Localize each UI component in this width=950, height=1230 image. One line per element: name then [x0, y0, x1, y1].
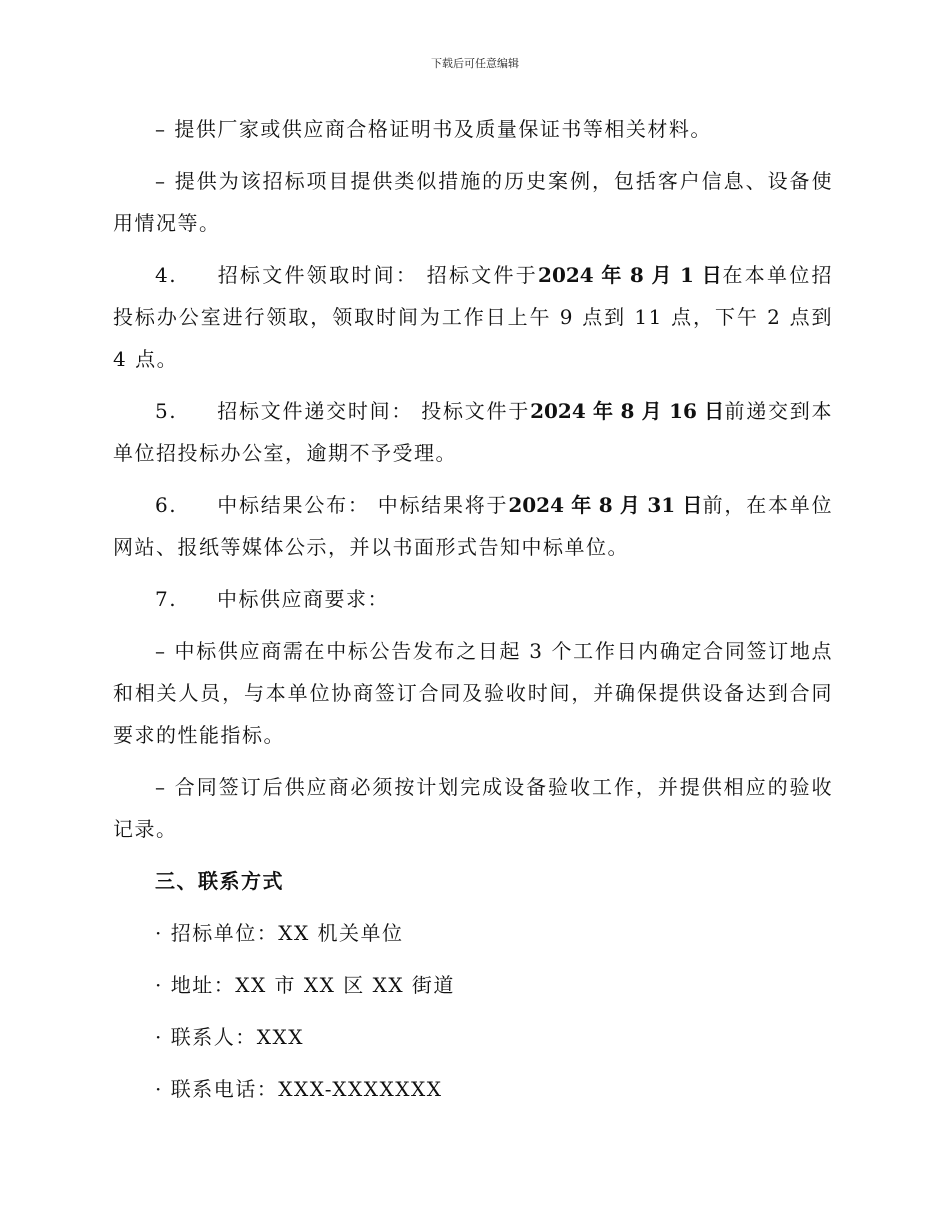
document-body	[113, 108, 833, 1110]
item-lead: 招标文件领取时间： 招标文件于	[217, 263, 539, 287]
item-number: 6.	[155, 493, 178, 517]
item-date: 2024 年 8 月 16 日	[530, 399, 725, 423]
item-7-winning-supplier-requirements	[113, 578, 833, 620]
paragraph-history-cases: – 提供为该招标项目提供类似措施的历史案例，包括客户信息、设备使用情况等。	[113, 169, 833, 235]
item-number: 5.	[155, 399, 178, 423]
contact-address: · 地址：XX 市 XX 区 XX 街道	[155, 973, 455, 997]
contact-person: · 联系人：XXX	[155, 1025, 304, 1049]
paragraph-acceptance-records: – 合同签订后供应商必须按计划完成设备验收工作，并提供相应的验收记录。	[113, 775, 833, 841]
item-lead: 中标结果公布： 中标结果将于	[217, 493, 509, 517]
paragraph-supplier-certificates: – 提供厂家或供应商合格证明书及质量保证书等相关材料。	[155, 117, 712, 141]
paragraph-contract-signing: – 中标供应商需在中标公告发布之日起 3 个工作日内确定合同签订地点和相关人员，与本单位协商签订合同及验收时间，并确保提供设备达到合同要求的性能指标。	[113, 639, 833, 747]
item-number: 7.	[155, 587, 178, 611]
item-rest: 在本单位招投标办公室进行领取，领取时间为工作日上午 9 点到 11 点，下午 2 点到 4 点。	[113, 263, 833, 371]
item-rest: 前递交到本单位招投标办公室，逾期不予受理。	[113, 399, 833, 465]
contact-phone: · 联系电话：XXX-XXXXXXX	[155, 1077, 443, 1101]
page-header: 下载后可任意编辑	[431, 57, 519, 70]
item-number: 4.	[155, 263, 178, 287]
contact-bidding-unit: · 招标单位：XX 机关单位	[155, 921, 404, 945]
item-date: 2024 年 8 月 1 日	[538, 263, 723, 287]
item-4-document-pickup	[113, 254, 833, 380]
item-6-result-announcement	[113, 484, 833, 568]
item-date: 2024 年 8 月 31 日	[508, 493, 703, 517]
section-title-contact: 三、联系方式	[155, 869, 284, 893]
item-text: 中标供应商要求：	[217, 587, 389, 611]
item-lead: 招标文件递交时间： 投标文件于	[217, 399, 531, 423]
item-5-document-submission	[113, 390, 833, 474]
item-rest: 前，在本单位网站、报纸等媒体公示，并以书面形式告知中标单位。	[113, 493, 833, 559]
